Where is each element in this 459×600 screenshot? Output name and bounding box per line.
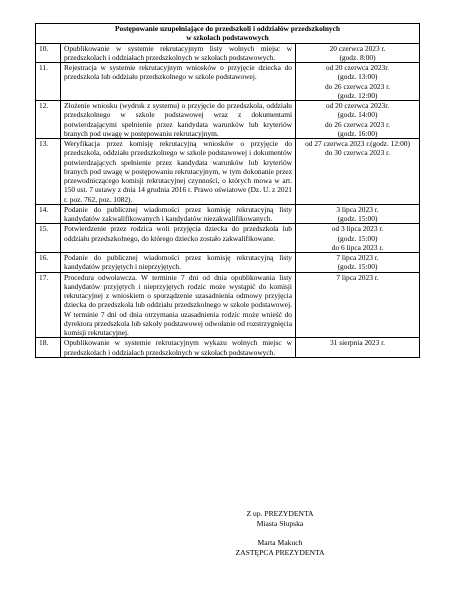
row-number: 10.	[36, 43, 61, 63]
table-row	[36, 224, 420, 253]
row-date-line: (godz. 14:00)	[337, 110, 378, 120]
row-date-line: do 30 czerwca 2023 r.	[324, 148, 391, 158]
signature-title: ZASTĘPCA PREZYDENTA	[235, 548, 325, 558]
row-date-line: od 20 czerwca 2023r.	[325, 63, 390, 72]
row-date	[296, 204, 420, 224]
row-description: Złożenie wniosku (wydruk z systemu) o przyjęcie do przedszkola, oddziału przedszkolnego w szkole podstawowej wraz z dokumentami potwierdzającymi spełnienie przez kandydata warunków lub kryteriów branych pod uwagę w postępowaniu rekrutacyjnym.	[61, 101, 296, 139]
row-number: 17.	[36, 272, 61, 338]
row-date-line: (godz. 15:00)	[337, 262, 378, 272]
table-header	[36, 24, 420, 44]
row-date-line: od 27 czerwca 2023 r.(godz. 12:00)	[305, 139, 410, 148]
table-row	[36, 338, 420, 358]
table-header-row	[36, 24, 420, 44]
row-date	[296, 272, 420, 338]
row-date-line: do 6 lipca 2023 r.	[331, 242, 384, 252]
row-number: 11.	[36, 63, 61, 101]
row-date-line: (godz. 8:00)	[339, 52, 376, 62]
row-date-line: (godz. 15:00)	[337, 233, 378, 243]
row-date-line: 31 sierpnia 2023 r.	[330, 338, 386, 348]
row-date-line: (godz. 13:00)	[337, 72, 378, 82]
row-description: Potwierdzenie przez rodzica woli przyjęcia dziecka do przedszkola lub oddziału przedszkolnego, do którego dziecko zostało zakwalifikowane.	[61, 224, 296, 253]
row-description: Rejestracja w systemie rekrutacyjnym wniosków o przyjęcie dziecka do przedszkola lub oddziału przedszkolnego w szkole podstawowej.	[61, 63, 296, 101]
row-description: Opublikowanie w systemie rekrutacyjnym listy wolnych miejsc w przedszkolach i oddziałach przedszkolnych w szkołach podstawowych.	[61, 43, 296, 63]
row-date-line: 20 czerwca 2023 r.	[329, 43, 386, 53]
row-number: 15.	[36, 224, 61, 253]
row-date-line: od 20 czerwca 2023r.	[325, 101, 390, 110]
row-date-line: 7 lipca 2023 r.	[336, 272, 379, 282]
row-date	[296, 139, 420, 205]
row-description: Procedura odwoławcza. W terminie 7 dni od dnia opublikowania listy kandydatów przyjętych i nieprzyjętych rodzic może wystąpić do komisji rekrutacyjnej z wnioskiem o sporządzenie uzasadnienia odmowy przyjęcia dziecka do przedszkola lub oddziału przedszkolnego w szkole podstawowej. W terminie 7 dni od dnia otrzymania uzasadnienia rodzic może wnieść do dyrektora przedszkola lub szkoły podstawowej odwołanie od rozstrzygnięcia komisji rekrutacyjnej.	[61, 272, 296, 338]
signature-name: Marta Makuch	[257, 538, 303, 548]
row-number: 18.	[36, 338, 61, 358]
row-date-line: do 26 czerwca 2023 r.	[324, 119, 391, 129]
row-date-line: od 3 lipca 2023 r.	[331, 224, 384, 234]
row-date-line: (godz. 12:00)	[337, 90, 378, 100]
row-description: Weryfikacja przez komisję rekrutacyjną wniosków o przyjęcie do przedszkola, oddziału przedszkolnego w szkole podstawowej i dokumentów potwierdzających spełnienie przez kandydata warunków lub kryteriów branych pod uwagę w postępowaniu rekrutacyjnym, w tym dokonanie przez przewodniczącego komisji rekrutacyjnej czynności, o których mowa w art. 150 ust. 7 ustawy z dnia 14 grudnia 2016 r. Prawo oświatowe (Dz. U. z 2021 r. poz. 762, poz. 1082).	[61, 139, 296, 205]
row-number: 13.	[36, 139, 61, 205]
signature-block	[190, 509, 370, 558]
table-row	[36, 204, 420, 224]
row-description: Opublikowanie w systemie rekrutacyjnym wykazu wolnych miejsc w przedszkolach i oddziałach przedszkolnych w szkołach podstawowych.	[61, 338, 296, 358]
table-row	[36, 63, 420, 101]
table-header-line-2: w szkołach podstawowych	[186, 33, 269, 43]
row-date-line: do 26 czerwca 2023 r.	[324, 81, 391, 91]
row-date	[296, 253, 420, 273]
recruitment-schedule-table	[35, 23, 420, 358]
row-date	[296, 338, 420, 358]
row-number: 12.	[36, 101, 61, 139]
row-date-line: (godz. 16:00)	[337, 128, 378, 138]
row-date	[296, 63, 420, 101]
row-number: 16.	[36, 253, 61, 273]
table-row	[36, 272, 420, 338]
row-date	[296, 43, 420, 63]
row-date	[296, 101, 420, 139]
table-row	[36, 253, 420, 273]
row-date-line: 7 lipca 2023 r.	[336, 253, 379, 262]
row-description: Podanie do publicznej wiadomości przez komisję rekrutacyjną listy kandydatów przyjętych i nieprzyjętych.	[61, 253, 296, 273]
row-date	[296, 224, 420, 253]
table-row	[36, 43, 420, 63]
table-header-line-1: Postępowanie uzupełniające do przedszkoli i oddziałów przedszkolnych	[115, 24, 341, 33]
table-row	[36, 101, 420, 139]
signature-authority: Z up. PREZYDENTA	[246, 509, 314, 518]
row-description: Podanie do publicznej wiadomości przez komisję rekrutacyjną listy kandydatów zakwalifikowanych i kandydatów niezakwalifikowanych.	[61, 204, 296, 224]
row-date-line: 3 lipca 2023 r.	[336, 204, 379, 214]
signature-city: Miasta Słupska	[256, 518, 304, 528]
row-number: 14.	[36, 204, 61, 224]
row-date-line: (godz. 15:00)	[337, 214, 378, 223]
table-row	[36, 139, 420, 205]
